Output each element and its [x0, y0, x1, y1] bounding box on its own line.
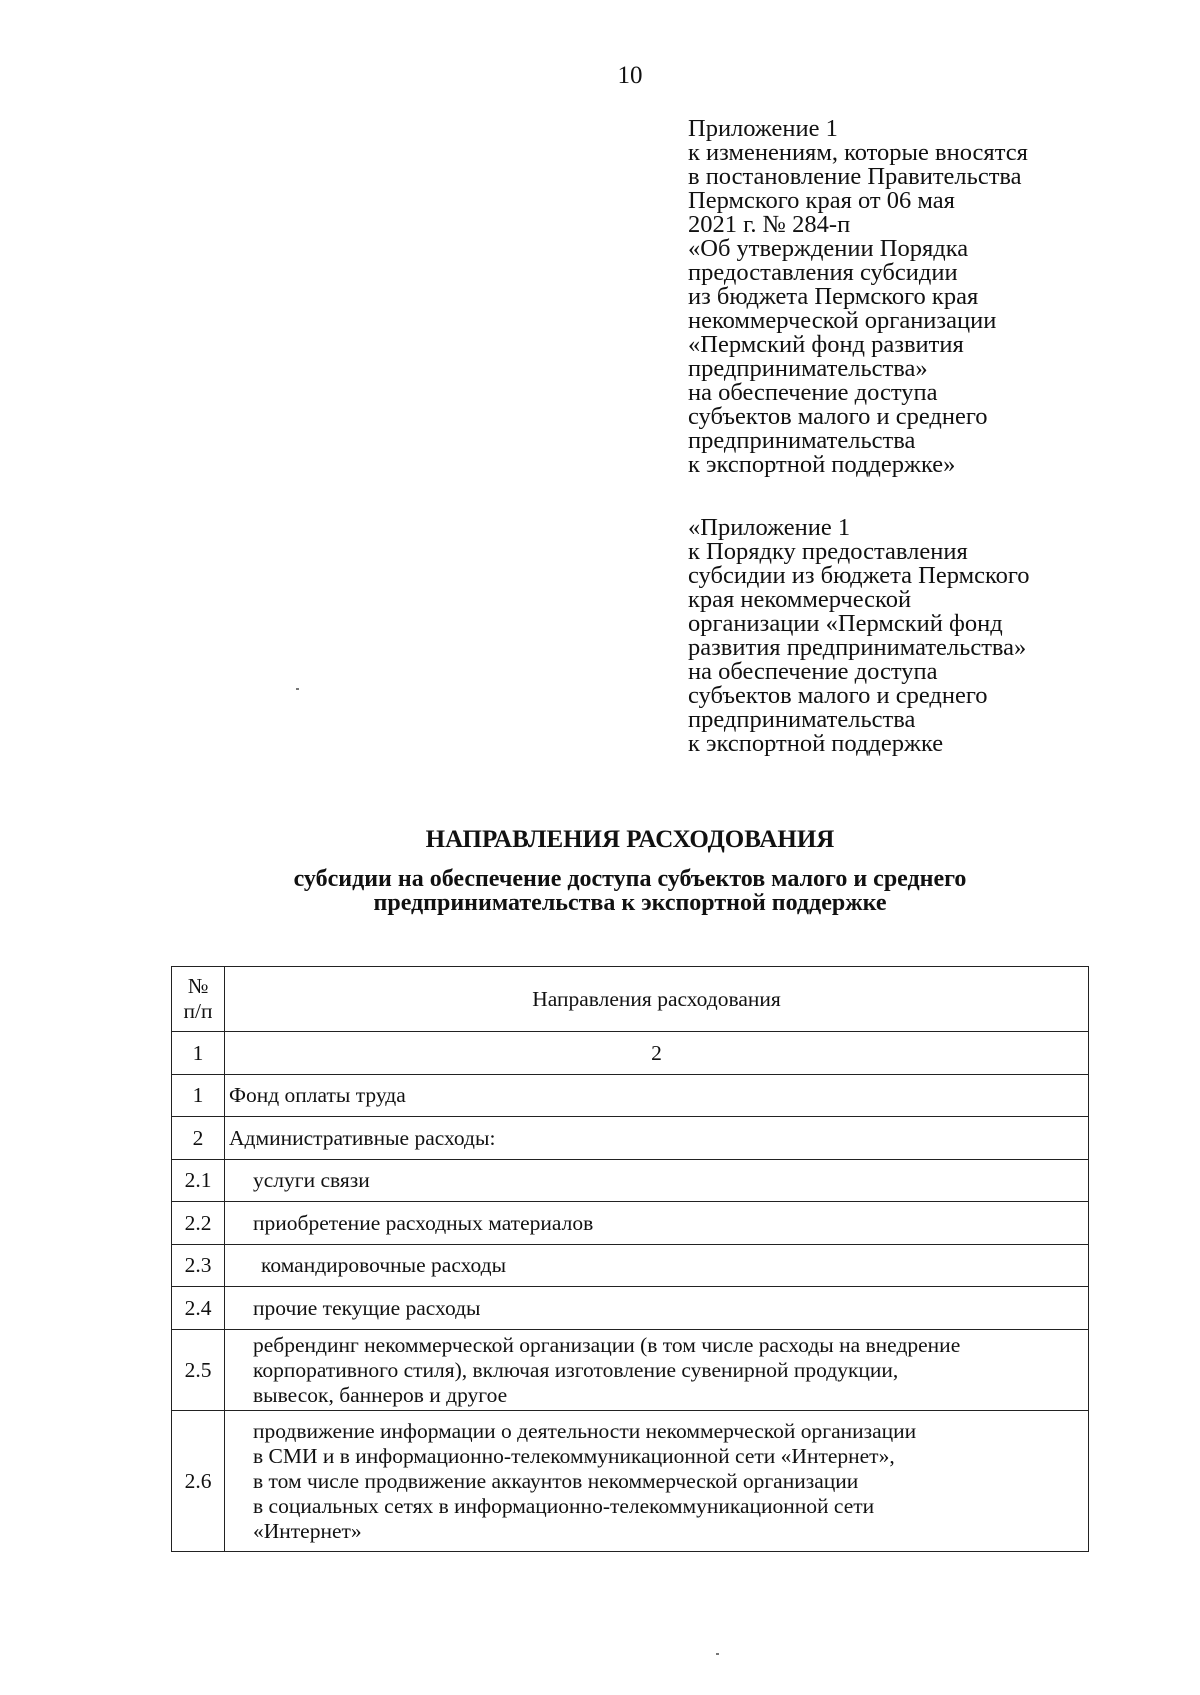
row-number: 2.6: [172, 1411, 225, 1552]
annex-line: «Пермский фонд развития: [688, 331, 964, 358]
row-number: 2.2: [172, 1202, 225, 1245]
annex-line: предпринимательства: [688, 706, 916, 733]
row-number: 2.5: [172, 1330, 225, 1411]
annex-line: предоставления субсидии: [688, 259, 958, 286]
scan-speck: [296, 688, 299, 690]
annex-line: на обеспечение доступа: [688, 379, 938, 406]
annex-line: края некоммерческой: [688, 586, 912, 613]
subtitle-line: субсидии на обеспечение доступа субъектов малого и среднего: [293, 866, 967, 892]
annex-line: к Порядку предоставления: [688, 538, 968, 565]
column-number: 2: [225, 1032, 1089, 1075]
document-subtitle: [0, 867, 1200, 915]
header-num-line: п/п: [183, 999, 213, 1023]
table-row: [172, 1117, 1089, 1160]
table-row: [172, 1411, 1089, 1552]
row-text-line: вывесок, баннеров и другое: [253, 1382, 508, 1407]
row-text: прочие текущие расходы: [225, 1287, 1089, 1330]
annex-line: некоммерческой организации: [688, 307, 997, 334]
scan-speck: [716, 1653, 719, 1655]
row-text-line: в том числе продвижение аккаунтов некоммерческой организации: [253, 1468, 859, 1493]
annex-line: организации «Пермский фонд: [688, 610, 1003, 637]
annex-line: предпринимательства: [688, 427, 916, 454]
table-row: [172, 1287, 1089, 1330]
table-row: [172, 1160, 1089, 1202]
table-row: [172, 1245, 1089, 1287]
annex-line: из бюджета Пермского края: [688, 283, 979, 310]
row-number: 2.4: [172, 1287, 225, 1330]
row-text-line: «Интернет»: [253, 1518, 362, 1543]
table-row: [172, 1330, 1089, 1411]
annex-line: Приложение 1: [688, 115, 838, 142]
annex-line: субъектов малого и среднего: [688, 682, 988, 709]
row-text: Административные расходы:: [225, 1117, 1089, 1160]
row-text-line: в социальных сетях в информационно-телекоммуникационной сети: [253, 1493, 875, 1518]
row-number: 2.3: [172, 1245, 225, 1287]
row-text: приобретение расходных материалов: [225, 1202, 1089, 1245]
row-number: 2.1: [172, 1160, 225, 1202]
annex-line: в постановление Правительства: [688, 163, 1022, 190]
document-title: НАПРАВЛЕНИЯ РАСХОДОВАНИЯ: [425, 826, 835, 853]
column-number-row: [172, 1032, 1089, 1075]
annex-line: Пермского края от 06 мая: [688, 187, 955, 214]
row-text-line: в СМИ и в информационно-телекоммуникационной сети «Интернет»,: [253, 1443, 895, 1468]
row-number: 1: [172, 1075, 225, 1117]
table-header-row: [172, 967, 1089, 1032]
table-row: [172, 1075, 1089, 1117]
annex-line: на обеспечение доступа: [688, 658, 938, 685]
row-text: [225, 1411, 1089, 1552]
column-number: 1: [172, 1032, 225, 1075]
table-row: [172, 1202, 1089, 1245]
annex-line: субсидии из бюджета Пермского: [688, 562, 1030, 589]
annex-amendment-block: [688, 117, 1098, 477]
page-number: 10: [617, 62, 643, 89]
annex-line: субъектов малого и среднего: [688, 403, 988, 430]
annex-line: 2021 г. № 284-п: [688, 211, 851, 238]
annex-line: к экспортной поддержке»: [688, 451, 956, 478]
subtitle-line: предпринимательства к экспортной поддержке: [373, 890, 887, 916]
row-number: 2: [172, 1117, 225, 1160]
annex-line: к экспортной поддержке: [688, 730, 944, 757]
row-text-line: ребрендинг некоммерческой организации (в том числе расходы на внедрение: [253, 1332, 961, 1357]
annex-line: «Об утверждении Порядка: [688, 235, 969, 262]
row-text: Фонд оплаты труда: [225, 1075, 1089, 1117]
row-text: командировочные расходы: [225, 1245, 1089, 1287]
row-text: [225, 1330, 1089, 1411]
annex-line: «Приложение 1: [688, 514, 851, 541]
annex-line: предпринимательства»: [688, 355, 928, 382]
header-num-line: №: [187, 974, 209, 998]
annex-order-block: [688, 516, 1098, 756]
annex-line: развития предпринимательства»: [688, 634, 1027, 661]
row-text-line: корпоративного стиля), включая изготовление сувенирной продукции,: [253, 1357, 899, 1382]
header-direction-cell: Направления расходования: [225, 967, 1089, 1032]
row-text-line: продвижение информации о деятельности некоммерческой организации: [253, 1418, 917, 1443]
expenses-table: [171, 966, 1089, 1552]
row-text: услуги связи: [225, 1160, 1089, 1202]
annex-line: к изменениям, которые вносятся: [688, 139, 1028, 166]
header-num-cell: [172, 967, 225, 1032]
